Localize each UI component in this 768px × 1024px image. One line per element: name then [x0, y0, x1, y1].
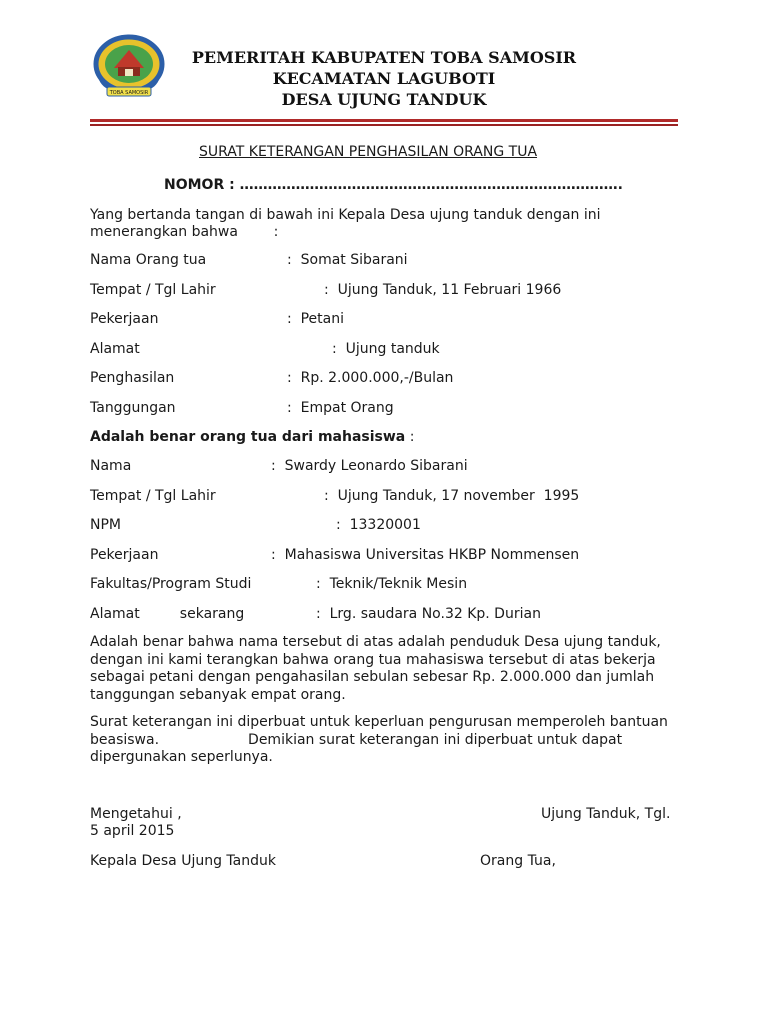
student-address-label: Alamat sekarang [90, 606, 245, 622]
student-job-value: : Mahasiswa Universitas HKBP Nommensen [271, 547, 580, 563]
parent-birth-value: : Ujung Tanduk, 11 Februari 1966 [324, 282, 562, 298]
paragraph-statement-line: dengan ini kami terangkan bahwa orang tua mahasiswa tersebut di atas bekerja [90, 651, 656, 668]
parent-name-value: : Somat Sibarani [287, 252, 408, 268]
student-heading-colon: : [405, 429, 415, 445]
parent-address-value: : Ujung tanduk [332, 341, 440, 357]
document-title: SURAT KETERANGAN PENGHASILAN ORANG TUA [199, 144, 538, 160]
student-name-label: Nama [90, 458, 132, 474]
student-faculty-value: : Teknik/Teknik Mesin [316, 576, 468, 592]
student-address-value: : Lrg. saudara No.32 Kp. Durian [316, 606, 541, 622]
header-divider-thick [90, 119, 678, 122]
paragraph-purpose [90, 714, 677, 767]
student-heading-text: Adalah benar orang tua dari mahasiswa [90, 429, 406, 445]
parent-dependents-value: : Empat Orang [287, 400, 394, 416]
paragraph-purpose-line: dipergunakan seperlunya. [90, 749, 273, 765]
header-divider-thin [90, 124, 678, 126]
parent-income-label: Penghasilan [90, 370, 175, 386]
paragraph-purpose-line: Surat keterangan ini diperbuat untuk keperluan pengurusan memperoleh bantuan [90, 714, 668, 730]
student-npm-label: NPM [90, 517, 121, 533]
student-faculty-label: Fakultas/Program Studi [90, 576, 252, 592]
student-birth-value: : Ujung Tanduk, 17 november 1995 [324, 488, 580, 504]
parent-name-label: Nama Orang tua [90, 252, 207, 268]
parent-job-value: : Petani [287, 311, 345, 327]
letter-date: 5 april 2015 [90, 823, 175, 839]
student-npm-value: : 13320001 [336, 517, 421, 533]
paragraph-purpose-line: beasiswa. Demikian surat keterangan ini diperbuat untuk dapat [90, 731, 623, 748]
intro-line-1: Yang bertanda tangan di bawah ini Kepala Desa ujung tanduk dengan ini [90, 207, 601, 223]
student-birth-label: Tempat / Tgl Lahir [90, 488, 216, 504]
parent-job-label: Pekerjaan [90, 311, 159, 327]
student-section-heading [90, 429, 414, 445]
paragraph-statement-line: Adalah benar bahwa nama tersebut di atas adalah penduduk Desa ujung tanduk, [90, 634, 661, 650]
header-district-line: KECAMATAN LAGUBOTI [272, 69, 496, 88]
parent-dependents-label: Tanggungan [90, 400, 176, 416]
parent-income-value: : Rp. 2.000.000,-/Bulan [287, 370, 454, 386]
svg-text:TOBA SAMOSIR: TOBA SAMOSIR [109, 90, 149, 96]
intro-line-2: menerangkan bahwa : [90, 224, 279, 240]
header-village-line: DESA UJUNG TANDUK [281, 90, 487, 109]
student-name-value: : Swardy Leonardo Sibarani [271, 458, 468, 474]
place-date-label: Ujung Tanduk, Tgl. [541, 806, 671, 822]
student-job-label: Pekerjaan [90, 547, 159, 563]
document-number: NOMOR : ………………………………………………………………………. [164, 177, 623, 193]
village-head-signature-label: Kepala Desa Ujung Tanduk [90, 853, 276, 869]
header-government-line: PEMERITAH KABUPATEN TOBA SAMOSIR [191, 48, 577, 67]
paragraph-statement-line: tanggungan sebanyak empat orang. [90, 686, 346, 703]
paragraph-statement [90, 634, 677, 704]
acknowledged-label: Mengetahui , [90, 806, 182, 822]
paragraph-statement-line: sebagai petani dengan pengahasilan sebulan sebesar Rp. 2.000.000 dan jumlah [90, 669, 655, 685]
parent-address-label: Alamat [90, 341, 140, 357]
parent-signature-label: Orang Tua, [480, 853, 556, 869]
parent-birth-label: Tempat / Tgl Lahir [90, 282, 216, 298]
